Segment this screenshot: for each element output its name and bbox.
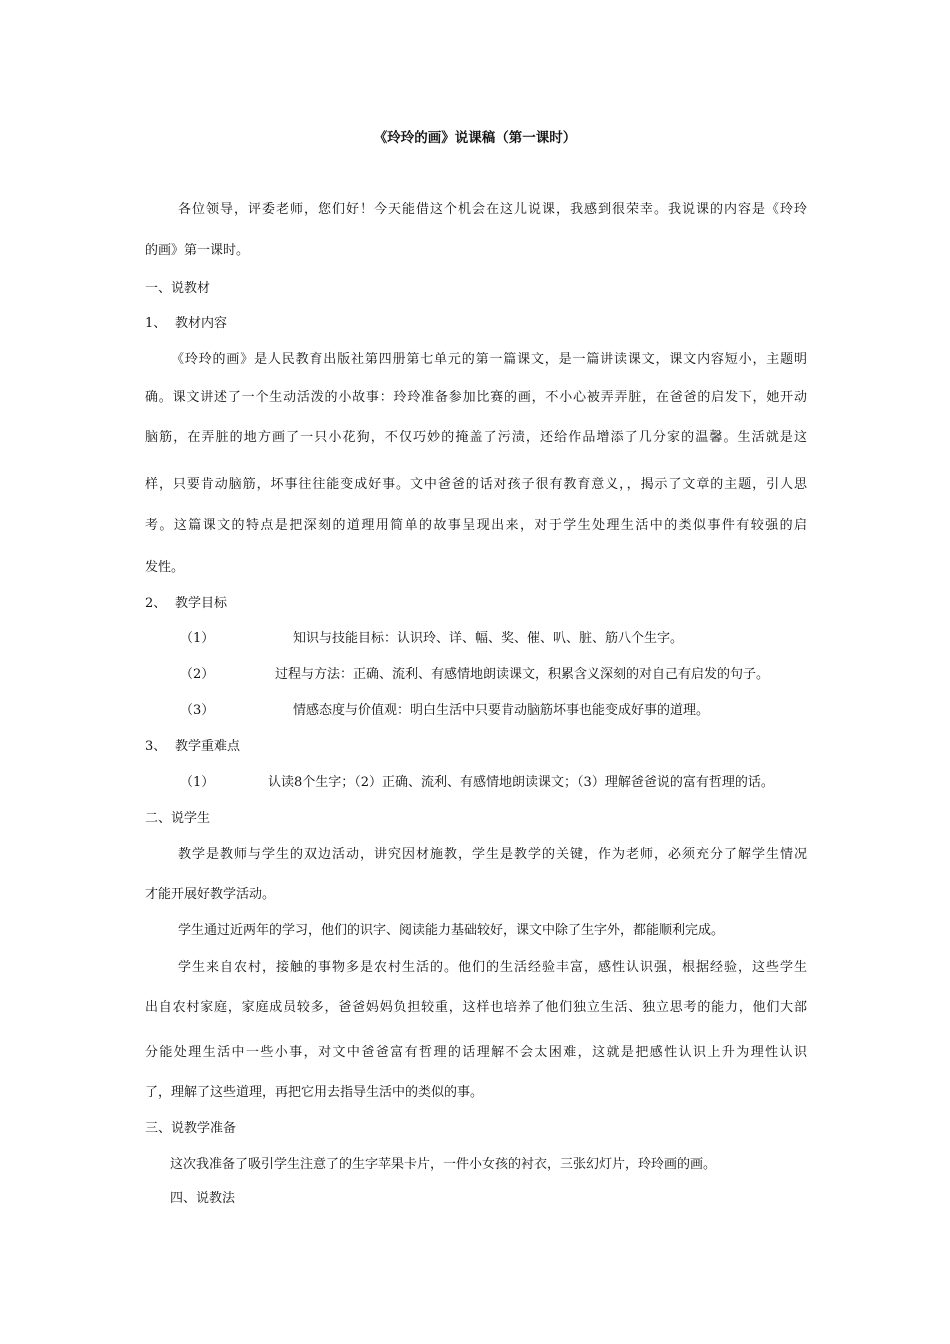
students-para1-line-1: 教学是教师与学生的双边活动，讲究因材施教，学生是教学的关键，作为老师，必须充分了解学生情况 bbox=[178, 847, 807, 862]
subheading-number: 1、 bbox=[145, 316, 167, 331]
goal-number: （2） bbox=[180, 667, 215, 682]
textbook-para-line-2: 确。课文讲述了一个生动活泼的小故事：玲玲准备参加比赛的画，不小心被弄弄脏，在爸爸的启发下，她开动 bbox=[145, 390, 807, 405]
textbook-para-line-5: 考。这篇课文的特点是把深刻的道理用简单的故事呈现出来，对于学生处理生活中的类似事件有较强的启 bbox=[145, 518, 807, 533]
subheading-goals bbox=[145, 594, 227, 614]
goal-text: 情感态度与价值观：明白生活中只要肯动脑筋坏事也能变成好事的道理。 bbox=[293, 703, 710, 718]
preparation-text: 这次我准备了吸引学生注意了的生字苹果卡片，一件小女孩的衬衣，三张幻灯片，玲玲画的画。 bbox=[170, 1157, 717, 1172]
intro-line-2: 的画》第一课时。 bbox=[145, 243, 250, 258]
goal-text: 知识与技能目标：认识玲、详、幅、奖、催、叭、脏、筋八个生字。 bbox=[293, 631, 684, 646]
section-heading-preparation: 三、说教学准备 bbox=[145, 1121, 237, 1136]
goal-text: 过程与方法：正确、流利、有感情地朗读课文，积累含义深刻的对自己有启发的句子。 bbox=[275, 667, 770, 682]
textbook-para-line-6: 发性。 bbox=[145, 560, 185, 575]
key-points-text: 认读8个生字；（2）正确、流利、有感情地朗读课文；（3）理解爸爸说的富有哲理的话。 bbox=[268, 775, 774, 790]
section-heading-students: 二、说学生 bbox=[145, 811, 211, 826]
goal-number: （3） bbox=[180, 703, 215, 718]
subheading-key-points bbox=[145, 737, 240, 757]
goal-number: （1） bbox=[180, 631, 215, 646]
students-para3-line-4: 了，理解了这些道理，再把它用去指导生活中的类似的事。 bbox=[145, 1085, 484, 1100]
textbook-para-line-3: 脑筋，在弄脏的地方画了一只小花狗，不仅巧妙的掩盖了污渍，还给作品增添了几分家的温馨。生活就是这 bbox=[145, 430, 807, 445]
students-para1-line-2: 才能开展好教学活动。 bbox=[145, 887, 276, 902]
document-title: 《玲玲的画》说课稿（第一课时） bbox=[373, 130, 577, 146]
goal-item-3 bbox=[180, 701, 709, 721]
textbook-para-line-1: 《玲玲的画》是人民教育出版社第四册第七单元的第一篇课文，是一篇讲读课文，课文内容短小，主题明 bbox=[171, 352, 807, 367]
subheading-content bbox=[145, 314, 227, 334]
subheading-label: 教学重难点 bbox=[175, 739, 241, 754]
key-points-item bbox=[180, 773, 774, 793]
textbook-para-line-4: 样，只要肯动脑筋，坏事往往能变成好事。文中爸爸的话对孩子很有教育意义，，揭示了文章的主题，引人思 bbox=[145, 477, 807, 492]
intro-line-1: 各位领导，评委老师，您们好！今天能借这个机会在这儿说课，我感到很荣幸。我说课的内容是《玲玲 bbox=[178, 202, 807, 217]
students-para3-line-1: 学生来自农村，接触的事物多是农村生活的。他们的生活经验丰富，感性认识强，根据经验，这些学生 bbox=[178, 960, 807, 975]
subheading-label: 教学目标 bbox=[175, 596, 228, 611]
goal-item-1 bbox=[180, 629, 683, 649]
subheading-label: 教材内容 bbox=[175, 316, 228, 331]
subheading-number: 3、 bbox=[145, 739, 167, 754]
students-para3-line-2: 出自农村家庭，家庭成员较多，爸爸妈妈负担较重，这样也培养了他们独立生活、独立思考的能力，他们大部 bbox=[145, 1000, 807, 1015]
section-heading-methods: 四、说教法 bbox=[170, 1191, 236, 1206]
key-points-number: （1） bbox=[180, 775, 215, 790]
subheading-number: 2、 bbox=[145, 596, 167, 611]
students-para3-line-3: 分能处理生活中一些小事，对文中爸爸富有哲理的话理解不会太困难，这就是把感性认识上升为理性认识 bbox=[145, 1045, 807, 1060]
goal-item-2 bbox=[180, 665, 769, 685]
section-heading-textbook: 一、说教材 bbox=[145, 281, 211, 296]
students-para2: 学生通过近两年的学习，他们的识字、阅读能力基础较好，课文中除了生字外，都能顺利完成。 bbox=[178, 923, 725, 938]
